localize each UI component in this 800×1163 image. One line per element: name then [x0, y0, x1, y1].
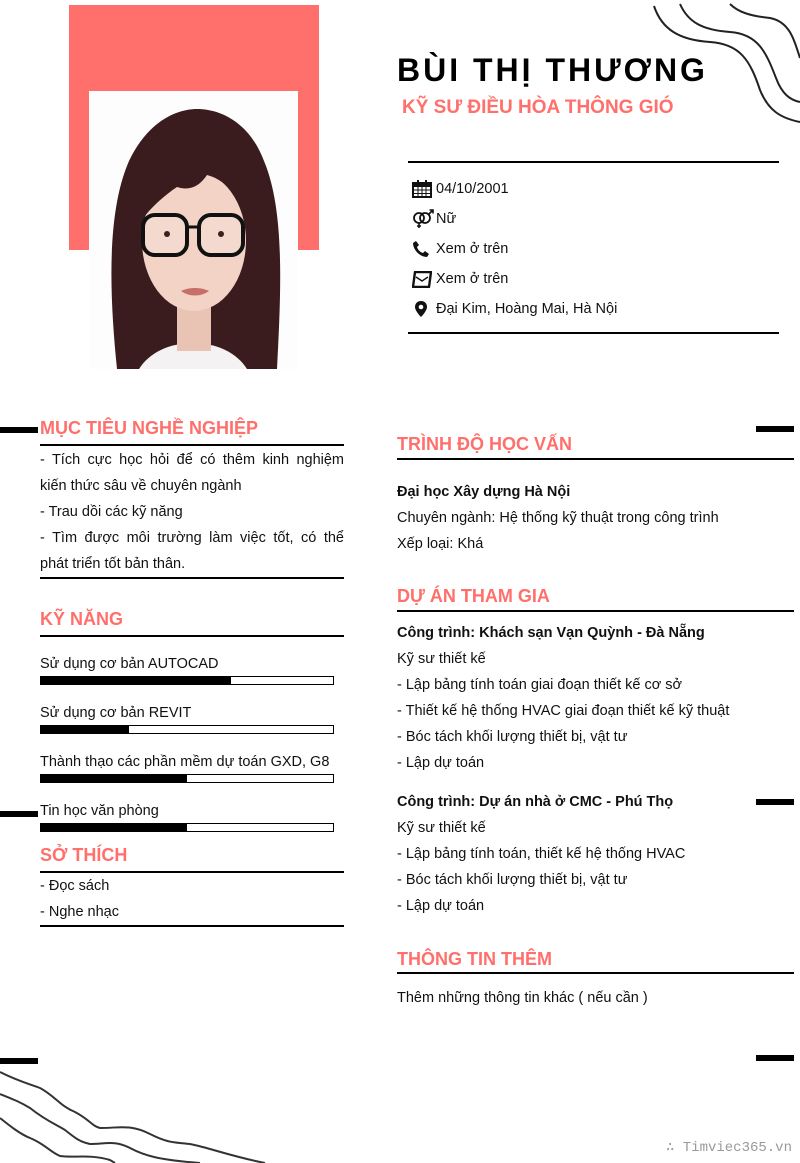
project-task: - Bóc tách khối lượng thiết bị, vật tư — [397, 872, 628, 888]
project-name: Công trình: Khách sạn Vạn Quỳnh - Đà Nẵng — [397, 625, 705, 641]
project-task: - Lập bảng tính toán giai đoạn thiết kế cơ sở — [397, 677, 683, 693]
skill-label: Thành thạo các phần mềm dự toán GXD, G8 — [40, 754, 330, 770]
skill-progress-bar — [40, 774, 334, 783]
project-task: - Thiết kế hệ thống HVAC giai đoạn thiết kế kỹ thuật — [397, 703, 730, 719]
objective-content — [40, 447, 344, 577]
education-divider — [397, 458, 794, 460]
skill-item — [40, 801, 334, 832]
contact-top-divider — [408, 161, 779, 163]
gender-icon — [412, 209, 436, 229]
objective-line: - Tích cực học hỏi để có thêm kinh nghiệm kiến thức sâu về chuyên ngành — [40, 452, 344, 494]
contact-gender — [412, 204, 782, 234]
project-item — [397, 789, 794, 919]
extra-info-text: Thêm những thông tin khác ( nếu cần ) — [397, 990, 648, 1006]
skill-progress-fill — [41, 677, 231, 684]
decorative-mark-left-3 — [0, 1058, 38, 1064]
education-school: Đại học Xây dựng Hà Nội — [397, 484, 571, 500]
skill-label: Sử dụng cơ bản REVIT — [40, 705, 192, 721]
project-role: Kỹ sư thiết kế — [397, 651, 486, 667]
education-major: Chuyên ngành: Hệ thống kỹ thuật trong công trình — [397, 510, 719, 526]
objective-title: MỤC TIÊU NGHỀ NGHIỆP — [40, 418, 259, 438]
extra-info-divider — [397, 972, 794, 974]
skill-item — [40, 752, 334, 783]
project-task: - Lập bảng tính toán, thiết kế hệ thống HVAC — [397, 846, 686, 862]
skills-title: KỸ NĂNG — [40, 609, 124, 629]
calendar-icon — [412, 179, 436, 199]
skill-progress-fill — [41, 726, 129, 733]
hobby-item: - Đọc sách — [40, 878, 110, 894]
project-task: - Lập dự toán — [397, 755, 485, 771]
phone-value: Xem ở trên — [436, 241, 509, 257]
envelope-icon — [412, 269, 436, 289]
objective-bottom-divider — [40, 577, 344, 579]
gender-value: Nữ — [436, 211, 457, 227]
candidate-name: BÙI THỊ THƯƠNG — [397, 52, 708, 88]
hobby-item: - Nghe nhạc — [40, 904, 119, 920]
skill-label: Tin học văn phòng — [40, 803, 159, 819]
map-marker-icon — [412, 299, 436, 319]
projects-title: DỰ ÁN THAM GIA — [397, 586, 550, 606]
project-item — [397, 620, 794, 776]
email-value: Xem ở trên — [436, 271, 509, 287]
contact-address — [412, 294, 782, 324]
education-content — [397, 479, 794, 557]
project-name: Công trình: Dự án nhà ở CMC - Phú Thọ — [397, 794, 674, 810]
projects-divider — [397, 610, 794, 612]
objective-line: - Trau dồi các kỹ năng — [40, 504, 183, 520]
extra-info-title: THÔNG TIN THÊM — [397, 949, 552, 969]
decorative-mark-left-2 — [0, 811, 38, 817]
education-rank: Xếp loại: Khá — [397, 536, 484, 552]
skill-progress-bar — [40, 725, 334, 734]
objective-line: - Tìm được môi trường làm việc tốt, có thể phát triển tốt bản thân. — [40, 530, 344, 572]
contact-email — [412, 264, 782, 294]
skill-label: Sử dụng cơ bản AUTOCAD — [40, 656, 219, 672]
phone-icon — [412, 239, 436, 259]
job-title: KỸ SƯ ĐIỀU HÒA THÔNG GIÓ — [402, 97, 674, 118]
contact-birthday — [412, 174, 782, 204]
decorative-mark-right-1 — [756, 426, 794, 432]
skill-progress-bar — [40, 676, 334, 685]
contact-bottom-divider — [408, 332, 779, 334]
portrait-illustration — [89, 91, 298, 369]
skills-divider — [40, 635, 344, 637]
birthday-value: 04/10/2001 — [436, 181, 509, 197]
profile-photo — [89, 91, 298, 369]
contact-phone — [412, 234, 782, 264]
hobbies-list — [40, 873, 344, 925]
skill-progress-fill — [41, 775, 187, 782]
education-title: TRÌNH ĐỘ HỌC VẤN — [397, 434, 572, 454]
skill-progress-bar — [40, 823, 334, 832]
hobbies-bottom-divider — [40, 925, 344, 927]
skill-item — [40, 703, 334, 734]
skill-item — [40, 654, 334, 685]
address-value: Đại Kim, Hoàng Mai, Hà Nội — [436, 301, 618, 317]
contact-info-list — [412, 174, 782, 324]
decorative-mark-right-3 — [756, 1055, 794, 1061]
project-task: - Bóc tách khối lượng thiết bị, vật tư — [397, 729, 628, 745]
skill-progress-fill — [41, 824, 187, 831]
decorative-wave-lines-bottom — [0, 1068, 280, 1163]
project-role: Kỹ sư thiết kế — [397, 820, 486, 836]
project-task: - Lập dự toán — [397, 898, 485, 914]
objective-top-divider — [40, 444, 344, 446]
watermark: ∴ Timviec365.vn — [665, 1140, 792, 1156]
decorative-mark-left-1 — [0, 427, 38, 433]
hobbies-title: SỞ THÍCH — [40, 845, 128, 865]
